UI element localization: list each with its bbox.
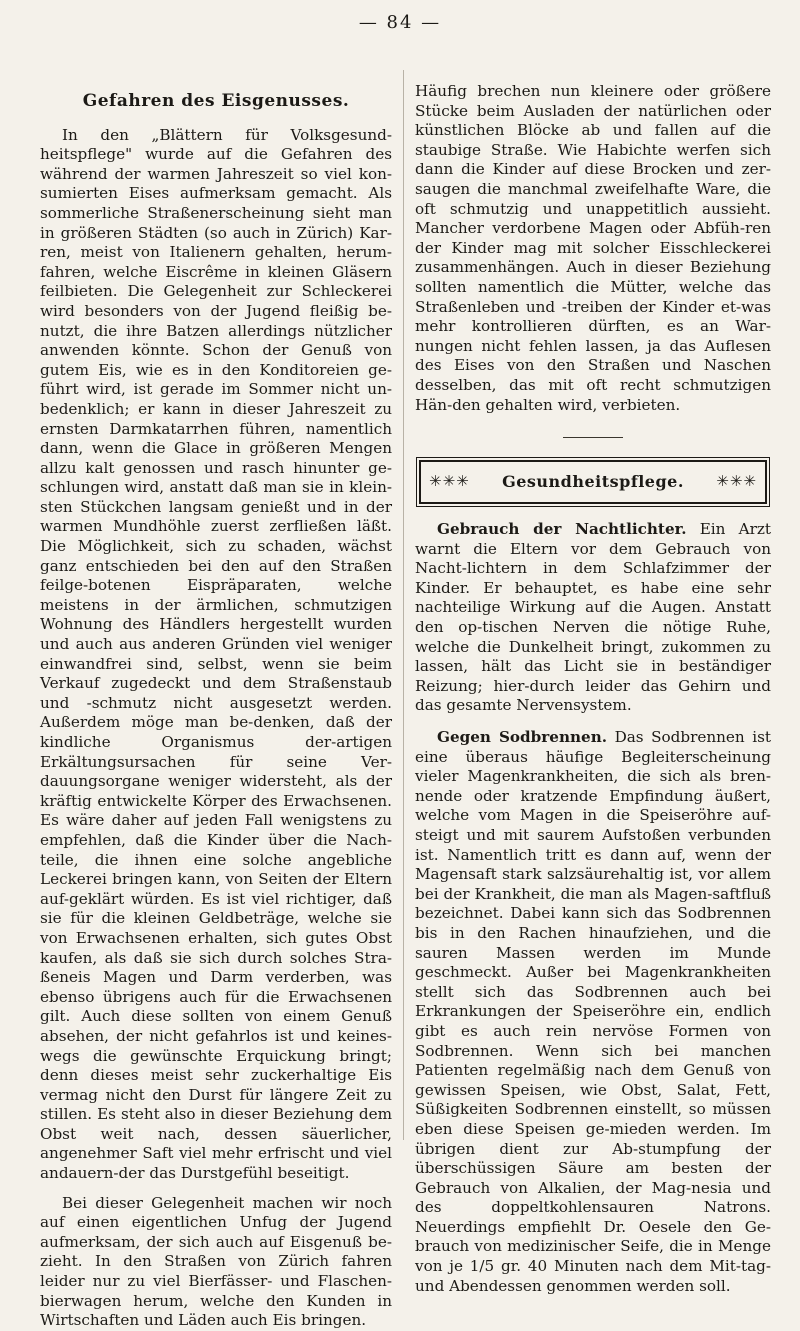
right-column bbox=[415, 82, 771, 1308]
subsection-text: Ein Arzt warnt die Eltern vor dem Gebrauch von Nacht-lichtern in dem Schlafzimmer der Kinder. Er behauptet, es habe eine sehr nachteilige Wirkung auf die Augen. Anstatt den op-tischen Nerven die nötige Ruhe, welche die Dunkelheit bringt, zukommen zu lassen, hält das Licht sie in beständiger Reizung; hier-durch leider das Gehirn und das gesamte Nervensystem. bbox=[415, 520, 771, 715]
subsection-heading: Gebrauch der Nachtlichter. bbox=[437, 520, 687, 539]
subsection-text: Das Sodbrennen ist eine überaus häufige Begleiterscheinung vieler Magenkrankheiten, die sich als bren-nende oder kratzende Empfindung äußert, welche vom Magen in die Speiseröhre auf-steigt und mit saurem Aufstoßen verbunden ist. Namentlich tritt es dann auf, wenn der Magensaft stark salzsäurehaltig ist, vor allem bei der Krankheit, die man als Magen-saftfluß bezeichnet. Dabei kann sich das Sodbrennen bis in den Rachen hinaufziehen, und die sauren Massen werden im Munde geschmeckt. Außer bei Magenkrankheiten stellt sich das Sodbrennen auch bei Erkrankungen der Speiseröhre ein, endlich gibt es auch rein nervöse Formen von Sodbrennen. Wenn sich bei manchen Patienten regelmäßig nach dem Genuß von gewissen Speisen, wie Obst, Salat, Fett, Süßigkeiten Sodbrennen einstellt, so müssen eben diese Speisen ge-mieden werden. Im übrigen dient zur Ab-stumpfung der überschüssigen Säure am besten der Gebrauch von Alkalien, der Mag-nesia und des doppeltkohlensauren Natrons. Neuerdings empfiehlt Dr. Oesele den Ge-brauch von medizinischer Seife, die in Menge von je 1/5 gr. 40 Minuten nach dem Mit-tag- und Abendessen genommen werden soll. bbox=[415, 728, 771, 1295]
ornament-right-icon: ✳✳✳ bbox=[716, 472, 757, 491]
subsection-nachtlichter bbox=[415, 520, 771, 716]
article-paragraph: Bei dieser Gelegenheit machen wir noch auf einen eigentlichen Unfug der Jugend aufmerksam, der sich auch auf Eisgenuß be-zieht. In den Straßen von Zürich fahren leider nur zu viel Bierfässer- und Flaschen-bierwagen herum, welche den Kunden in Wirtschaften und Läden auch Eis bringen. bbox=[40, 1193, 392, 1330]
page-number: — 84 — bbox=[358, 12, 442, 33]
column-divider bbox=[403, 70, 404, 1140]
subsection-sodbrennen bbox=[415, 728, 771, 1296]
section-title: Gesundheitspflege. bbox=[502, 472, 684, 492]
article-title: Gefahren des Eisgenusses. bbox=[82, 91, 350, 111]
ornament-left-icon: ✳✳✳ bbox=[429, 472, 470, 491]
article-paragraph: In den „Blättern für Volksgesund-heitspflege" wurde auf die Gefahren des während der warmen Jahreszeit so viel kon-sumierten Eises aufmerksam gemacht. Als sommerliche Straßenerscheinung sieht man in größeren Städten (so auch in Zürich) Kar-ren, meist von Italienern gehalten, herum-fahren, welche Eiscrême in kleinen Gläsern feilbieten. Die Gelegenheit zur Schleckerei wird besonders von der Jugend fleißig be-nutzt, die ihre Batzen allerdings nützlicher anwenden könnte. Schon der Genuß von gutem Eis, wie es in den Konditoreien ge-führt wird, ist gerade im Sommer nicht un-bedenklich; er kann in dieser Jahreszeit zu ernsten Darmkatarrhen führen, namentlich dann, wenn die Glace in größeren Mengen allzu kalt genossen und rasch hinunter ge-schlungen wird, anstatt daß man sie in klein-sten Stückchen langsam genießt und in der warmen Mundhöhle zuerst zerfließen läßt. Die Möglichkeit, sich zu schaden, wächst ganz entschieden bei den auf den Straßen feilge-botenen Eispräparaten, welche meistens in der ärmlichen, schmutzigen Wohnung des Händlers hergestellt wurden und auch aus anderen Gründen viel weniger einwandfrei sind, selbst, wenn sie beim Verkauf zugedeckt und dem Straßenstaub und -schmutz nicht ausgesetzt werden. Außerdem möge man be-denken, daß der kindliche Organismus der-artigen Erkältungsursachen für seine Ver-dauungsorgane weniger widersteht, als der kräftig entwickelte Körper des Erwachsenen. Es wäre daher auf jeden Fall wenigstens zu empfehlen, daß die Kinder über die Nach-teile, die ihnen eine solche angebliche Leckerei bringen kann, von Seiten der Eltern auf-geklärt würden. Es ist viel richtiger, daß sie für die kleinen Geldbeträge, welche sie von Erwachsenen erhalten, sich gutes Obst kaufen, als daß sie sich durch solches Stra-ßeneis Magen und Darm verderben, was ebenso übrigens auch für die Erwachsenen gilt. Auch diese sollten von einem Genuß absehen, der nicht gefahrlos ist und keines-wegs die gewünschte Erquickung bringt; denn dieses meist sehr zuckerhaltige Eis vermag nicht den Durst für längere Zeit zu stillen. Es steht also in dieser Beziehung dem Obst weit nach, dessen säuerlicher, angenehmer Saft viel mehr erfrischt und viel andauern-der das Durstgefühl beseitigt. bbox=[40, 125, 392, 1183]
subsection-heading: Gegen Sodbrennen. bbox=[437, 728, 608, 747]
section-header-box bbox=[419, 460, 767, 504]
continuation-paragraph: Häufig brechen nun kleinere oder größere Stücke beim Ausladen der natürlichen oder künstlichen Blöcke ab und fallen auf die staubige Straße. Wie Habichte werfen sich dann die Kinder auf diese Brocken und zer-saugen die manchmal zweifelhafte Ware, die oft schmutzig und unappetitlich aussieht. Mancher verdorbene Magen oder Abfüh-ren der Kinder mag mit solcher Eisschleckerei zusammenhängen. Auch in dieser Beziehung sollten namentlich die Mütter, welche das Straßenleben und -treiben der Kinder et-was mehr kontrollieren dürften, es an War-nungen nicht fehlen lassen, ja das Auflesen des Eises von den Straßen und Naschen desselben, das mit oft recht schmutzigen Hän-den gehalten wird, verbieten. bbox=[415, 82, 771, 414]
left-column bbox=[40, 82, 392, 1331]
section-separator bbox=[563, 437, 623, 438]
